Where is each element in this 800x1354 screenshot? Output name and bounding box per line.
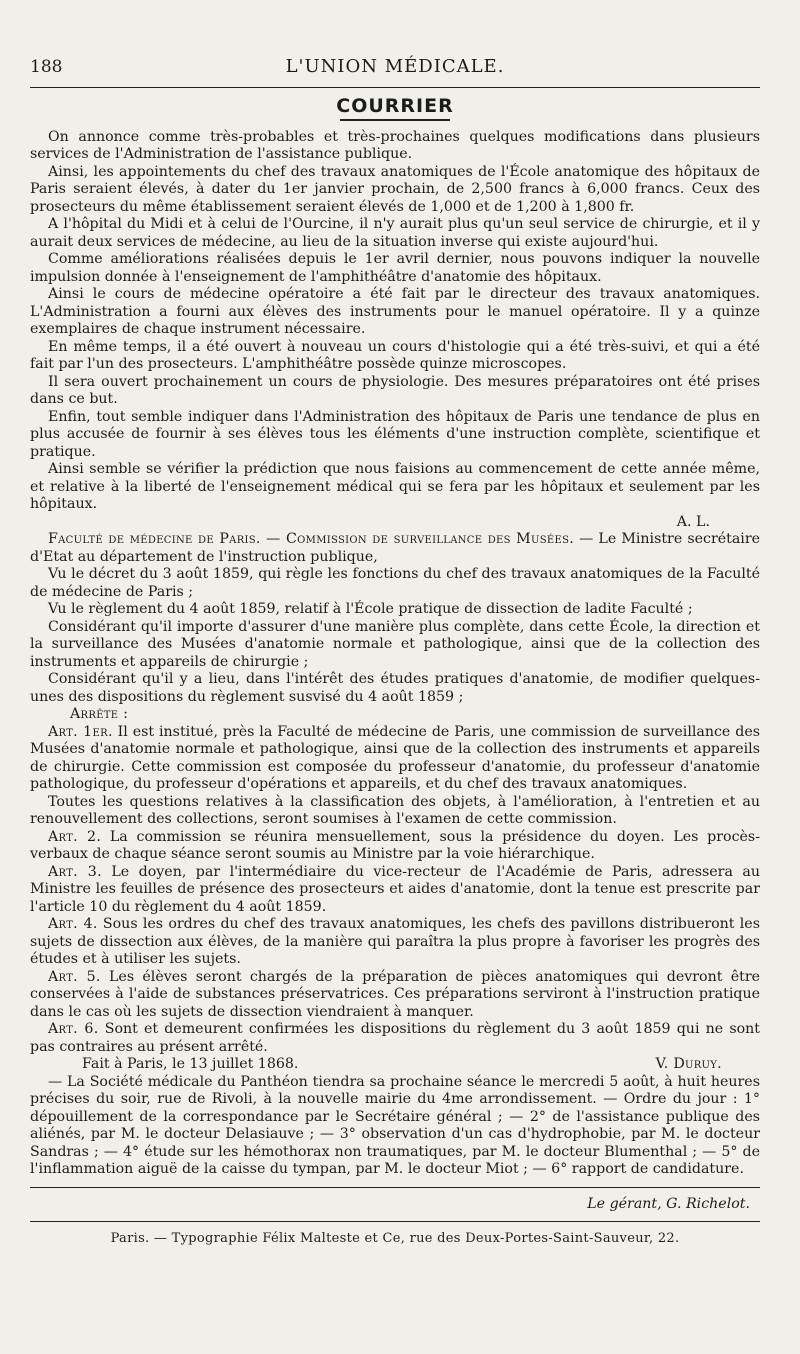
decree-vu-1: Vu le décret du 3 août 1859, qui règle les fonctions du chef des travaux anatomiques de la Faculté de médecine de Paris ; bbox=[30, 566, 760, 600]
page-header bbox=[30, 58, 760, 88]
paragraph: Ainsi le cours de médecine opératoire a été fait par le directeur des travaux anatomiques. L'Administration a fourni aux élèves des instruments pour le manuel opératoire. Il y a quinze exemplaires de chaque instrument nécessaire. bbox=[30, 286, 760, 337]
article-5 bbox=[30, 969, 760, 1022]
gerant-signature: Le gérant, G. Richelot. bbox=[587, 1195, 750, 1212]
page-content bbox=[30, 58, 760, 1248]
article-text: Le doyen, par l'intermédiaire du vice-recteur de l'Académie de Paris, adressera au Ministre les feuilles de présence des prosecteurs et aides d'anatomie, dont la tenue est prescrite par l'article 10 du règlement du 4 août 1859. bbox=[30, 863, 760, 915]
article-3 bbox=[30, 864, 760, 917]
running-title: L'UNION MÉDICALE. bbox=[285, 56, 505, 77]
article-text: Sous les ordres du chef des travaux anatomiques, les chefs des pavillons distribueront les sujets de dissection aux élèves, de la manière qui paraîtra la plus propre à favoriser les progrès des études et à utiliser les sujets. bbox=[30, 916, 760, 967]
decree-arrete: Arrête : bbox=[70, 706, 129, 722]
article-text: Les élèves seront chargés de la préparation de pièces anatomiques qui devront être conservées à l'aide de substances préservatrices. Ces préparations serviront à l'instruction pratique dans le cas où les sujets de dissection viendraient à manquer. bbox=[30, 968, 760, 1020]
paragraph: Ainsi, les appointements du chef des travaux anatomiques de l'École anatomique des hôpitaux de Paris seraient élevés, à dater du 1er janvier prochain, de 2,500 francs à 6,000 francs. Ceux des prosecteurs du même établissement seraient élevés de 1,000 et de 1,200 à 1,800 fr. bbox=[30, 163, 760, 215]
article-text: Sont et demeurent confirmées les dispositions du règlement du 3 août 1859 qui ne sont pas contraires au présent arrêté. bbox=[30, 1021, 760, 1055]
faculte-heading: Faculté de médecine de Paris. — Commission de surveillance des Musées. bbox=[48, 531, 575, 547]
article-label: Art. 6. bbox=[48, 1021, 99, 1037]
article-label: Art. 4. bbox=[48, 916, 98, 932]
article-label: Art. 3. bbox=[48, 863, 102, 880]
article-label: Art. 2. bbox=[48, 828, 102, 845]
article-2 bbox=[30, 829, 760, 864]
article-label: Art. 1er. bbox=[48, 723, 113, 740]
paragraph: Comme améliorations réalisées depuis le 1er avril dernier, nous pouvons indiquer la nouvelle impulsion donnée à l'enseignement de l'amphithéâtre d'anatomie des hôpitaux. bbox=[30, 251, 760, 285]
decree-date: Fait à Paris, le 13 juillet 1868. bbox=[82, 1056, 299, 1072]
paragraph: On annonce comme très-probables et très-prochaines quelques modifications dans plusieurs services de l'Administration de l'assistance publique. bbox=[30, 128, 760, 162]
decree-considerant-2: Considérant qu'il y a lieu, dans l'intérêt des études pratiques d'anatomie, de modifier quelques-unes des dispositions du règlement susvisé du 4 août 1859 ; bbox=[30, 671, 760, 705]
page-number: 188 bbox=[30, 57, 63, 77]
article-text: La commission se réunira mensuellement, sous la présidence du doyen. Les procès-verbaux de chaque séance seront soumis au Ministre par la voie hiérarchique. bbox=[30, 828, 760, 862]
paragraph: Il sera ouvert prochainement un cours de physiologie. Des mesures préparatoires ont été prises dans ce but. bbox=[30, 373, 760, 407]
article-label: Art. 5. bbox=[48, 968, 101, 985]
societe-notice: — La Société médicale du Panthéon tiendra sa prochaine séance le mercredi 5 août, à huit heures précises du soir, rue de Rivoli, à la nouvelle mairie du 4me arrondissement. — Ordre du jour : 1° dépouillement de la correspondance par le Secrétaire général ; — 2° de l'assistance publique des aliénés, par M. le docteur Delasiauve ; — 3° observation d'un cas d'hydrophobie, par M. le docteur Sandras ; — 4° étude sur les hémothorax non traumatiques, par M. le docteur Blumenthal ; — 5° de l'inflammation aiguë de la caisse du tympan, par M. le docteur Miot ; — 6° rapport de candidature. bbox=[30, 1073, 760, 1177]
decree-considerant-1: Considérant qu'il importe d'assurer d'une manière plus complète, dans cette École, la direction et la surveillance des Musées d'anatomie normale et pathologique, ainsi que de la collection des instruments et appareils de chirurgie ; bbox=[30, 618, 760, 670]
title-rule bbox=[340, 119, 450, 121]
section-title: COURRIER bbox=[336, 94, 454, 117]
paragraph: Enfin, tout semble indiquer dans l'Administration des hôpitaux de Paris une tendance de plus en plus accusée de fournir à ses élèves tous les éléments d'une instruction complète, scientifique et pratique. bbox=[30, 408, 760, 460]
article-4 bbox=[30, 916, 760, 969]
article-text: Il est institué, près la Faculté de médecine de Paris, une commission de surveillance des Musées d'anatomie normale et pathologique, ainsi que de la collection des instruments et appareils de chirurgie. Cette commission est composée du professeur d'anatomie, du professeur d'anatomie pathologique, du professeur d'opérations et appareils, et du chef des travaux anatomiques. bbox=[30, 723, 760, 792]
article-1-continued: Toutes les questions relatives à la classification des objets, à l'amélioration, à l'entretien et au renouvellement des collections, seront soumises à l'examen de cette commission. bbox=[30, 793, 760, 827]
decree-vu-2: Vu le règlement du 4 août 1859, relatif à l'École pratique de dissection de ladite Faculté ; bbox=[48, 601, 693, 617]
article-1 bbox=[30, 724, 760, 794]
decree-signature: V. Duruy. bbox=[655, 1056, 722, 1072]
paragraph: En même temps, il a été ouvert à nouveau un cours d'histologie qui a été très-suivi, et qui a été fait par l'un des prosecteurs. L'amphithéâtre possède quinze microscopes. bbox=[30, 338, 760, 372]
paragraph: A l'hôpital du Midi et à celui de l'Ourcine, il n'y aurait plus qu'un seul service de chirurgie, et il y aurait deux services de médecine, au lieu de la situation inverse qui existe aujourd'hui. bbox=[30, 216, 760, 250]
faculte-lead-rest: — Le Ministre secrétaire d'Etat au département de l'instruction publique, bbox=[30, 531, 760, 565]
faculte-lead bbox=[30, 531, 760, 566]
article-6 bbox=[30, 1021, 760, 1056]
paragraph: Ainsi semble se vérifier la prédiction que nous faisions au commencement de cette année même, et relative à la liberté de l'enseignement médical qui se fera par les hôpitaux et seulement par les hôpitaux. bbox=[30, 461, 760, 512]
printer-imprint: Paris. — Typographie Félix Malteste et Ce, rue des Deux-Portes-Saint-Sauveur, 22. bbox=[110, 1231, 680, 1246]
author-initials: A. L. bbox=[676, 513, 710, 530]
decree-dateline bbox=[30, 1056, 760, 1074]
